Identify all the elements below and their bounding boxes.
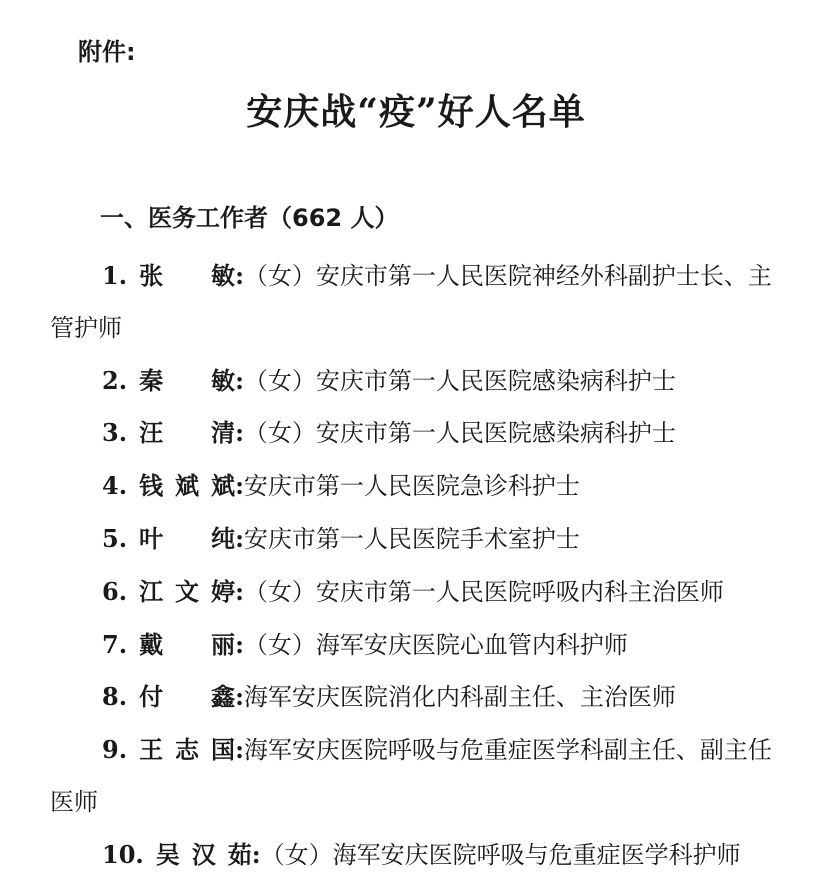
entry-colon: : <box>235 365 244 395</box>
entry-colon: : <box>235 471 244 501</box>
entry-detail: （女）安庆市第一人民医院感染病科护士 <box>243 366 676 395</box>
entry-name: 付 鑫 <box>139 682 236 712</box>
entry-name: 汪 清 <box>139 418 236 448</box>
entry-number: 10. <box>102 839 144 869</box>
entry-colon: : <box>235 629 244 659</box>
list-item <box>50 619 790 672</box>
list-item <box>50 355 790 408</box>
entry-number: 1. <box>102 261 128 290</box>
list-item <box>50 566 790 619</box>
entry-detail: （女）海军安庆医院呼吸与危重症医学科护师 <box>260 840 741 869</box>
entry-colon: : <box>235 261 244 290</box>
entry-colon: : <box>235 418 244 448</box>
entry-number: 7. <box>102 629 128 659</box>
entry-detail: 海军安庆医院呼吸与危重症医学科副主任、副主任医师 <box>50 736 772 816</box>
list-item <box>50 460 790 513</box>
entry-detail: （女）安庆市第一人民医院呼吸内科主治医师 <box>243 577 724 606</box>
entry-colon: : <box>235 523 244 553</box>
entry-number: 4. <box>102 471 128 501</box>
entry-detail: 海军安庆医院消化内科副主任、主治医师 <box>243 683 676 712</box>
entry-detail: 安庆市第一人民医院急诊科护士 <box>243 472 580 501</box>
entry-detail: （女）海军安庆医院心血管内科护师 <box>243 630 628 659</box>
entry-name: 叶 纯 <box>139 523 236 553</box>
entry-colon: : <box>235 576 244 606</box>
entry-name: 秦 敏 <box>139 365 236 395</box>
document-title: 安庆战“疫”好人名单 <box>246 91 586 133</box>
entry-number: 3. <box>102 418 128 448</box>
entry-name: 戴 丽 <box>139 629 236 659</box>
entry-number: 8. <box>102 682 128 712</box>
entry-name: 江文婷 <box>139 576 236 606</box>
attachment-label: 附件: <box>78 38 136 66</box>
entry-number: 5. <box>102 523 128 553</box>
entry-name: 钱斌斌 <box>139 471 236 501</box>
list-item <box>50 671 790 724</box>
entry-number: 6. <box>102 576 128 606</box>
entry-number: 9. <box>102 735 128 765</box>
entry-colon: : <box>235 682 244 712</box>
entry-name: 王志国 <box>139 735 236 765</box>
list-item <box>50 513 790 566</box>
section-heading: 一、医务工作者（662 人） <box>100 204 399 232</box>
entry-list <box>50 250 790 882</box>
entry-detail: 安庆市第一人民医院手术室护士 <box>243 524 580 553</box>
entry-detail: （女）安庆市第一人民医院感染病科护士 <box>243 419 676 448</box>
entry-detail: （女）安庆市第一人民医院神经外科副护士长、主管护师 <box>50 262 772 342</box>
list-item <box>50 250 790 355</box>
list-item <box>50 407 790 460</box>
entry-name: 吴汉茹 <box>155 839 252 869</box>
list-item <box>50 829 790 882</box>
list-item <box>50 724 790 829</box>
entry-colon: : <box>251 839 261 869</box>
entry-number: 2. <box>102 365 128 395</box>
entry-name: 张 敏 <box>139 261 236 290</box>
entry-colon: : <box>235 735 244 765</box>
